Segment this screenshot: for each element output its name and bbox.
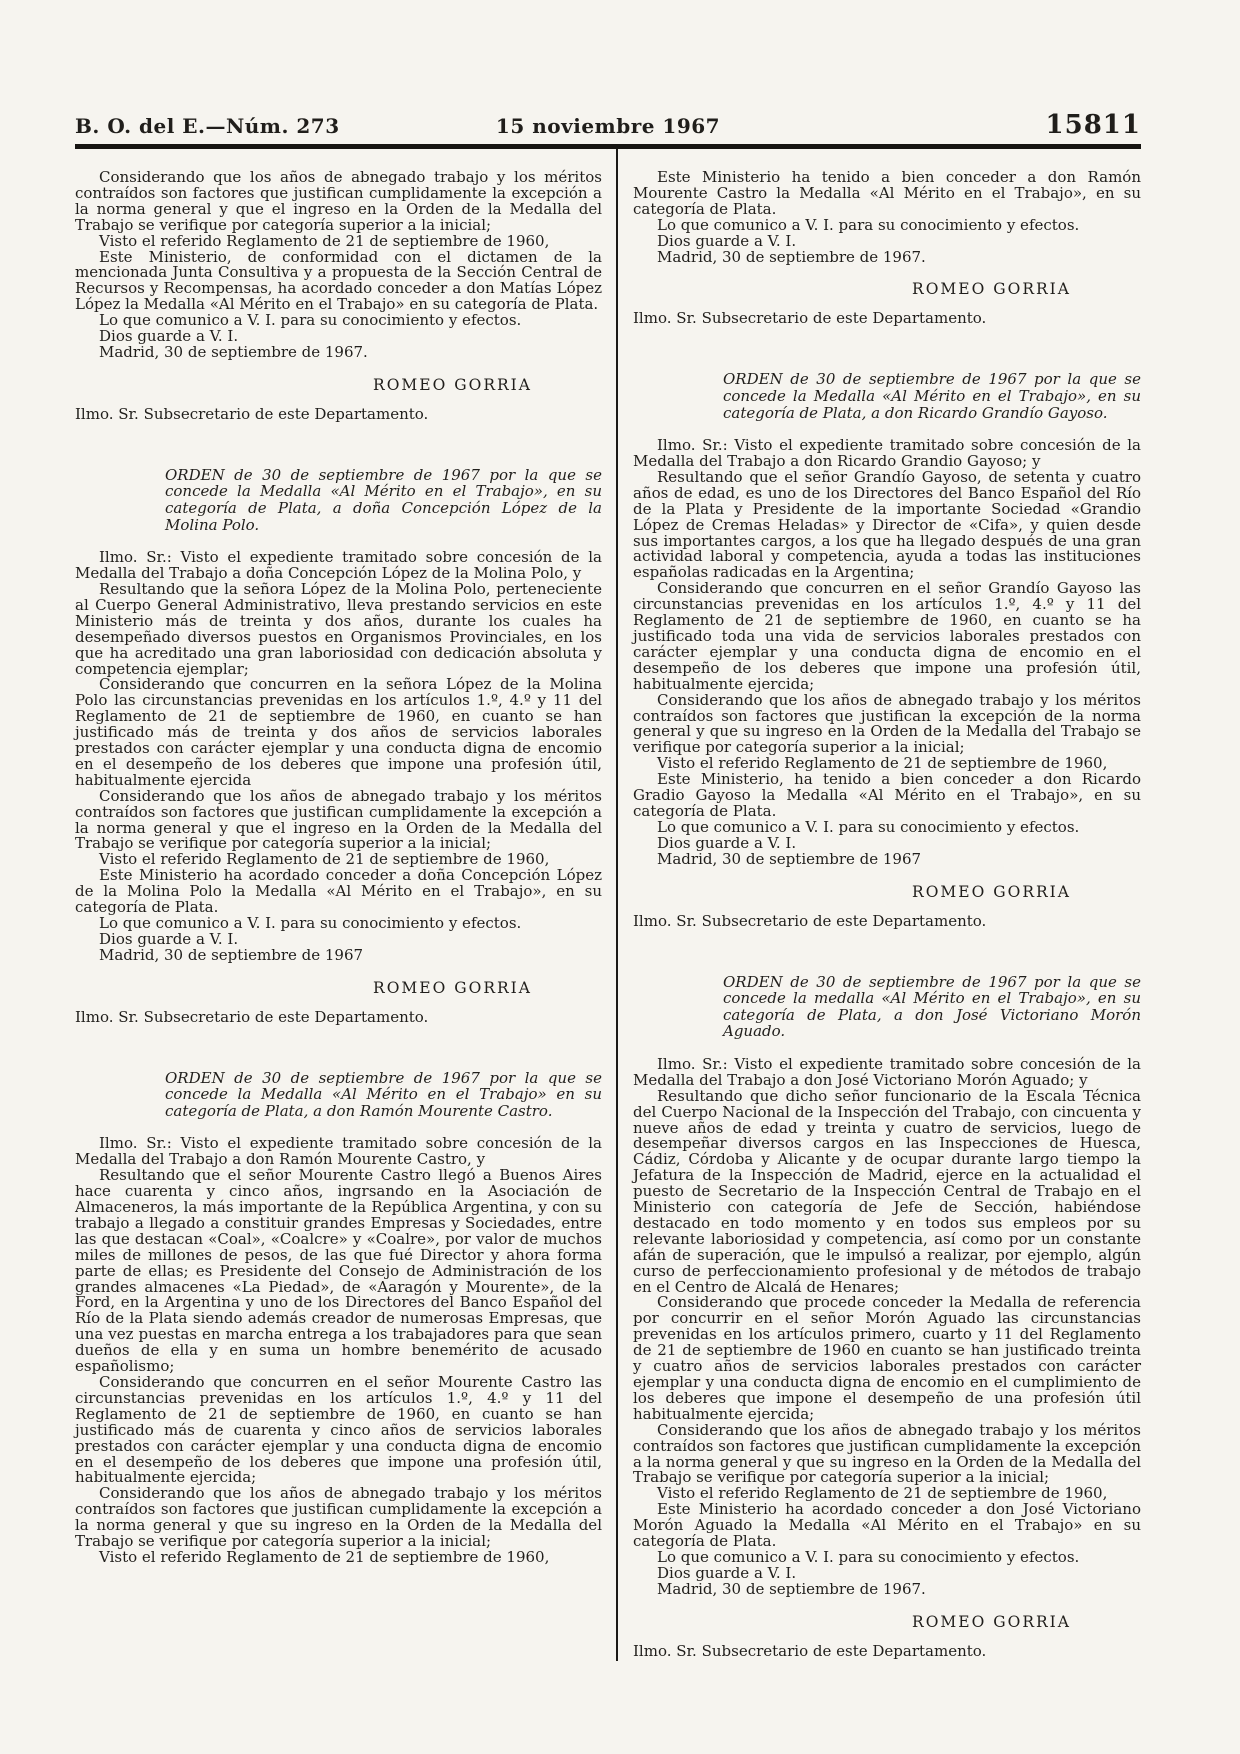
paragraph: Ilmo. Sr.: Visto el expediente tramitado sobre concesión de la Medalla del Trabajo a don José Victoriano Morón Aguado; y (633, 1054, 1141, 1089)
paragraph: Resultando que dicho señor funcionario de la Escala Técnica del Cuerpo Nacional de la Inspección del Trabajo, con cincuenta y nueve años de edad y treinta y cuatro de servicios, luego de desempeñar diversos cargos en las Inspecciones de Huesca, Cádiz, Córdoba y Alicante y de ocupar durante largo tiempo la Jefatura de la Inspección de Madrid, ejerce en la actualidad el puesto de Secretario de la Inspección Central de Trabajo en el Ministerio con categoría de Jefe de Sección, habiéndose destacado en todo momento y en todos sus empleos por su relevante laboriosidad y competencia, así como por un constante afán de superación, que le impulsó a realizar, por ejemplo, algún curso de perfeccionamiento profesional y de métodos de trabajo en el Centro de Alcalá de Henares; (633, 1086, 1141, 1296)
page-number: 15811 (1045, 110, 1141, 140)
addressee: Ilmo. Sr. Subsecretario de este Departamento. (75, 404, 429, 423)
paragraph: Resultando que el señor Grandío Gayoso, de setenta y cuatro años de edad, es uno de los Directores del Banco Español del Río de la Plata y Presidente de la importante Sociedad «Grandio López de Cremas Heladas» y Director de «Cifa», y quien desde sus importantes cargos, a los que ha llegado después de una gran actividad laboral y competencia, ayuda a todas las instituciones españolas radicadas en la Argentina; (633, 467, 1141, 582)
signature: ROMEO GORRIA (912, 1612, 1071, 1631)
signature: ROMEO GORRIA (373, 978, 532, 997)
paragraph: Lo que comunico a V. I. para su conocimiento y efectos. (657, 817, 1080, 836)
header-rule (75, 144, 1141, 149)
orden-section (633, 371, 1141, 929)
column-divider (616, 149, 618, 1661)
paragraph: Madrid, 30 de septiembre de 1967. (99, 342, 368, 361)
paragraph: Este Ministerio ha acordado conceder a doña Concepción López de la Molina Polo la Medalla «Al Mérito en el Trabajo», en su categoría de Plata. (75, 866, 602, 917)
orden-heading: ORDEN de 30 de septiembre de 1967 por la que se concede la Medalla «Al Mérito en el Trabajo», en su categoría de Plata, a don Ricardo Grandío Gayoso. (723, 370, 1141, 422)
paragraph: Visto el referido Reglamento de 21 de septiembre de 1960, (99, 231, 550, 250)
paragraph: Lo que comunico a V. I. para su conocimiento y efectos. (657, 1547, 1080, 1566)
addressee: Ilmo. Sr. Subsecretario de este Departamento. (75, 1007, 429, 1026)
paragraph: Ilmo. Sr.: Visto el expediente tramitado sobre concesión de la Medalla del Trabajo a doña Concepción López de la Molina Polo, y (75, 548, 602, 583)
paragraph: Dios guarde a V. I. (99, 327, 239, 346)
paragraph: Lo que comunico a V. I. para su conocimiento y efectos. (99, 311, 522, 330)
paragraph: Ilmo. Sr.: Visto el expediente tramitado sobre concesión de la Medalla del Trabajo a don Ricardo Grandio Gayoso; y (633, 436, 1141, 471)
issue-date: 15 noviembre 1967 (495, 114, 721, 138)
paragraph: Visto el referido Reglamento de 21 de septiembre de 1960, (657, 754, 1108, 773)
paragraph: Considerando que los años de abnegado trabajo y los méritos contraídos son factores que justifican cumplidamente la excepción a la norma general y que el ingreso en la Orden de la Medalla del Trabajo se verifique por categoría superior a la inicial; (75, 786, 602, 853)
paragraph: Visto el referido Reglamento de 21 de septiembre de 1960, (99, 1547, 550, 1566)
paragraph: Considerando que concurren en la señora López de la Molina Polo las circunstancias prevenidas en los artículos 1.º, 4.º y 11 del Reglamento de 21 de septiembre de 1960, en cuanto se han justificado más de treinta y dos años de servicios laborales prestados con carácter ejemplar y una conducta digna de encomio en el desempeño de los deberes que impone una profesión útil, habitualmente ejercida (75, 675, 602, 789)
paragraph: Ilmo. Sr.: Visto el expediente tramitado sobre concesión de la Medalla del Trabajo a don Ramón Mourente Castro, y (75, 1134, 602, 1169)
paragraph: Resultando que la señora López de la Molina Polo, perteneciente al Cuerpo General Administrativo, lleva prestando servicios en este Ministerio más de treinta y dos años, durante los cuales ha desempeñado diversos puestos en Organismos Provinciales, en los que ha acreditado una gran laboriosidad con dedicación absoluta y competencia ejemplar; (75, 579, 602, 678)
signature: ROMEO GORRIA (373, 375, 532, 394)
paragraph: Madrid, 30 de septiembre de 1967 (657, 849, 922, 868)
paragraph: Madrid, 30 de septiembre de 1967. (657, 1579, 926, 1598)
signature: ROMEO GORRIA (912, 280, 1071, 299)
paragraph: Lo que comunico a V. I. para su conocimiento y efectos. (99, 914, 522, 932)
addressee: Ilmo. Sr. Subsecretario de este Departamento. (633, 911, 987, 930)
paragraph: Lo que comunico a V. I. para su conocimiento y efectos. (657, 215, 1080, 234)
paragraph: Considerando que los años de abnegado trabajo y los méritos contraídos son factores que justifican la excepción de la norma general y que su ingreso en la Orden de la Medalla del Trabajo se verifique por categoría superior a la inicial; (633, 690, 1141, 757)
paragraph: Madrid, 30 de septiembre de 1967 (99, 945, 364, 964)
paragraph: Considerando que procede conceder la Medalla de referencia por concurrir en el señor Morón Aguado las circunstancias prevenidas en los artículos primero, cuarto y 11 del Reglamento de 21 de septiembre de 1960 en cuanto se han justificado treinta y cuatro años de servicios laborales prestados con carácter ejemplar y una conducta digna de encomio en el cumplimiento de los deberes que impone el desempeño de una profesión útil habitualmente ejercida; (633, 1293, 1141, 1423)
paragraph: Considerando que los años de abnegado trabajo y los méritos contraídos son factores que justifican cumplidamente la excepción a la norma general y que su ingreso en la Orden de la Medalla del Trabajo se verifique por categoría superior a la inicial; (633, 1420, 1141, 1487)
orden-heading: ORDEN de 30 de septiembre de 1967 por la que se concede la Medalla «Al Mérito en el Trabajo» en su categoría de Plata, a don Ramón Mourente Castro. (165, 1068, 602, 1120)
paragraph: Dios guarde a V. I. (657, 231, 797, 250)
page-header (75, 98, 1141, 140)
addressee: Ilmo. Sr. Subsecretario de este Departamento. (633, 309, 987, 328)
paragraph: Considerando que los años de abnegado trabajo y los méritos contraídos son factores que justifican cumplidamente la excepción a la norma general y que su ingreso en la Orden de la Medalla del Trabajo se verifique por categoría superior a la inicial; (75, 1484, 602, 1551)
orden-section (633, 170, 1141, 327)
paragraph: Dios guarde a V. I. (99, 929, 239, 948)
orden-section (633, 974, 1141, 1660)
orden-heading: ORDEN de 30 de septiembre de 1967 por la que se concede la medalla «Al Mérito en el Trabajo», en su categoría de Plata, a don José Victoriano Morón Aguado. (723, 972, 1141, 1041)
left-column (75, 170, 602, 1566)
paragraph: Considerando que concurren en el señor Mourente Castro las circunstancias prevenidas en los artículos 1.º, 4.º y 11 del Reglamento de 21 de septiembre de 1960, en cuanto se han justificado más de cuarenta y cinco años de servicios laborales prestados con carácter ejemplar y una conducta digna de encomio en el desempeño de los deberes que impone una profesión útil, habitualmente ejercida; (75, 1373, 602, 1487)
paragraph: Considerando que concurren en el señor Grandío Gayoso las circunstancias prevenidas en los artículos 1.º, 4.º y 11 del Reglamento de 21 de septiembre de 1960, en cuanto se ha justificado toda una vida de servicios laborales prestados con carácter ejemplar y una conducta digna de encomio en el desempeño de los deberes que impone una profesión útil, habitualmente ejercida; (633, 579, 1141, 693)
orden-heading: ORDEN de 30 de septiembre de 1967 por la que se concede la Medalla «Al Mérito en el Trabajo», en su categoría de Plata, a doña Concepción López de la Molina Polo. (165, 465, 602, 534)
bulletin-number: B. O. del E.—Núm. 273 (75, 114, 340, 138)
signature: ROMEO GORRIA (912, 882, 1071, 901)
paragraph: Madrid, 30 de septiembre de 1967. (657, 247, 926, 266)
paragraph: Este Ministerio ha tenido a bien conceder a don Ramón Mourente Castro la Medalla «Al Mérito en el Trabajo», en su categoría de Plata. (633, 168, 1141, 218)
paragraph: Resultando que el señor Mourente Castro llegó a Buenos Aires hace cuarenta y cinco años, ingrsando en la Asociación de Almaceneros, la más importante de la República Argentina, y con su trabajo a llegado a constituir grandes Empresas y Sociedades, entre las que destacan «Coal», «Coalcre» y «Coalre», por valor de muchos miles de millones de pesos, de las que fué Director y ahora forma parte de ellas; es Presidente del Consejo de Administración de los grandes almacenes «La Piedad», de «Aaragón y Mourente», de la Ford, en la Argentina y uno de los Directores del Banco Español del Río de la Plata siendo además creador de numerosas Empresas, que una vez puestas en marcha entrega a los trabajadores para que sean dueños de ella y en suma un hombre benemérito de acusado españolismo; (75, 1166, 602, 1376)
paragraph: Este Ministerio, ha tenido a bien conceder a don Ricardo Gradio Gayoso la Medalla «Al Mérito en el Trabajo», en su categoría de Plata. (633, 770, 1141, 820)
orden-section (75, 1070, 602, 1566)
paragraph: Visto el referido Reglamento de 21 de septiembre de 1960, (99, 850, 550, 869)
right-column (633, 170, 1141, 1660)
orden-section (75, 467, 602, 1026)
paragraph: Visto el referido Reglamento de 21 de septiembre de 1960, (657, 1484, 1108, 1503)
paragraph: Dios guarde a V. I. (657, 1563, 797, 1582)
paragraph: Considerando que los años de abnegado trabajo y los méritos contraídos son factores que justifican cumplidamente la excepción a la norma general y que el ingreso en la Orden de la Medalla del Trabajo se verifique por categoría superior a la inicial; (75, 168, 602, 234)
paragraph: Este Ministerio ha acordado conceder a don José Victoriano Morón Aguado la Medalla «Al Mérito en el Trabajo» en su categoría de Plata. (633, 1500, 1141, 1551)
paragraph: Dios guarde a V. I. (657, 833, 797, 852)
addressee: Ilmo. Sr. Subsecretario de este Departamento. (633, 1641, 987, 1660)
paragraph: Este Ministerio, de conformidad con el dictamen de la mencionada Junta Consultiva y a propuesta de la Sección Central de Recursos y Recompensas, ha acordado conceder a don Matías López López la Medalla «Al Mérito en el Trabajo» en su categoría de Plata. (75, 247, 602, 314)
orden-section (75, 170, 602, 423)
